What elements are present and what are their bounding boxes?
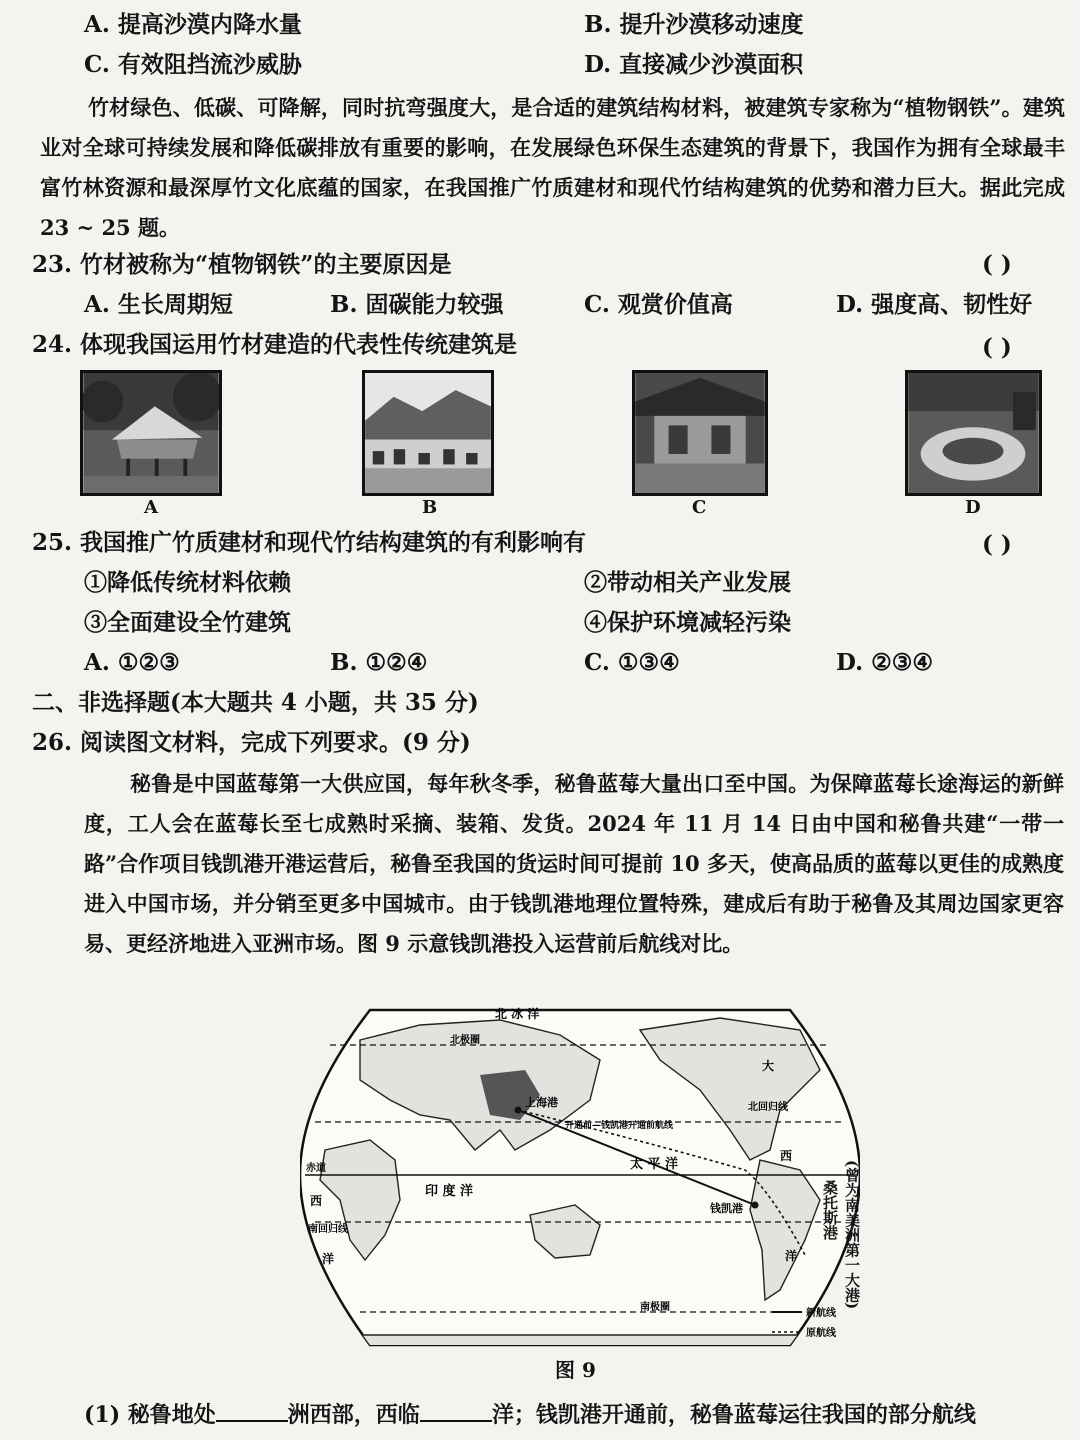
photo-label-a: A (144, 497, 158, 518)
label-atlantic-da: 大 (762, 1059, 775, 1073)
label-ocean-west: 洋 (322, 1252, 335, 1266)
q26-sub1-part-a: (1) 秘鲁地处 (84, 1402, 216, 1428)
q23-option-a: A. 生长周期短 (84, 291, 233, 318)
q25-bracket: ( ) (982, 531, 1012, 558)
q25-option-d: D. ②③④ (836, 649, 933, 676)
label-qiankai-port: 钱凯港 (710, 1202, 743, 1215)
label-atlantic-xi: 西 (780, 1149, 793, 1163)
label-arctic-circle: 北极圈 (450, 1035, 480, 1046)
photo-c-courtyard (632, 370, 768, 496)
label-equator: 赤道 (306, 1163, 326, 1174)
photo-a-stilt-house (80, 370, 222, 496)
q25-option-c: C. ①③④ (584, 649, 680, 676)
q22-option-b: B. 提升沙漠移动速度 (584, 11, 804, 38)
q25-item-4: ④保护环境减轻污染 (584, 609, 791, 636)
q23-bracket: ( ) (982, 251, 1012, 278)
label-indian-ocean: 印 度 洋 (425, 1184, 474, 1199)
q25-option-a: A. ①②③ (84, 649, 180, 676)
photo-b-cave-dwellings (362, 370, 494, 496)
q26-sub1 (84, 1400, 976, 1430)
q23-option-b: B. 固碳能力较强 (330, 291, 504, 318)
blank-continent[interactable] (216, 1400, 288, 1422)
q22-option-c: C. 有效阻挡流沙威胁 (84, 51, 302, 78)
photo-label-c: C (692, 497, 707, 518)
label-tropic-south: 南回归线 (308, 1224, 348, 1235)
passage-bamboo: 竹材绿色、低碳、可降解，同时抗弯强度大，是合适的建筑结构材料，被建筑专家称为“植物钢铁”。建筑业对全球可持续发展和降低碳排放有重要的影响，在发展绿色环保生态建筑的背景下，我国作为拥有全球最丰富竹林资源和最深厚竹文化底蕴的国家，在我国推广竹质建材和现代竹结构建筑的优势和潜力巨大。据此完成 23 ~ 25 题。 (40, 95, 1065, 240)
q25-item-1: ①降低传统材料依赖 (84, 569, 291, 596)
q25-stem: 25. 我国推广竹质建材和现代竹结构建筑的有利影响有 (32, 529, 587, 556)
label-arctic-ocean: 北 冰 洋 (495, 1007, 540, 1021)
q24-bracket: ( ) (982, 334, 1012, 361)
q25-option-b: B. ①②④ (330, 649, 428, 676)
q23-option-c: C. 观赏价值高 (584, 291, 733, 318)
q26-stem: 26. 阅读图文材料，完成下列要求。(9 分) (32, 729, 471, 756)
label-pacific-ocean: 太 平 洋 (630, 1157, 679, 1172)
label-shanghai-port: 上海港 (525, 1096, 558, 1109)
world-map-figure-9 (300, 1000, 860, 1355)
figure-caption: 图 9 (555, 1358, 596, 1382)
q23-option-d: D. 强度高、韧性好 (836, 291, 1033, 318)
label-santos-note: (曾为南美洲第一大港) (843, 1160, 861, 1310)
q26-sub1-part-b: 洲西部，西临 (287, 1402, 420, 1428)
label-antarctic-circle: 南极圈 (640, 1302, 670, 1313)
label-route-note: 开通前—钱凯港开通前航线 (565, 1121, 674, 1131)
photo-label-d: D (965, 497, 981, 518)
label-santos-port: 桑托斯港 (821, 1180, 839, 1240)
q25-item-3: ③全面建设全竹建筑 (84, 609, 291, 636)
qiankai-port-marker (752, 1202, 759, 1209)
legend-old-label: 原航线 (806, 1328, 836, 1339)
q22-option-a: A. 提高沙漠内降水量 (84, 11, 302, 38)
q24-stem: 24. 体现我国运用竹材建造的代表性传统建筑是 (32, 331, 518, 358)
q22-option-d: D. 直接减少沙漠面积 (584, 51, 804, 78)
label-atlantic-yang: 洋 (785, 1249, 798, 1263)
q23-stem: 23. 竹材被称为“植物钢铁”的主要原因是 (32, 251, 452, 278)
label-west: 西 (310, 1194, 323, 1208)
antarctica-landmass (300, 1335, 860, 1355)
legend-new-label: 新航线 (806, 1308, 836, 1319)
shanghai-port-marker (515, 1107, 522, 1114)
label-tropic-north: 北回归线 (748, 1102, 788, 1113)
q26-sub1-part-c: 洋；钱凯港开通前，秘鲁蓝莓运往我国的部分航线 (491, 1402, 976, 1428)
blank-ocean[interactable] (420, 1400, 492, 1422)
passage-blueberry: 秘鲁是中国蓝莓第一大供应国，每年秋冬季，秘鲁蓝莓大量出口至中国。为保障蓝莓长途海运的新鲜度，工人会在蓝莓长至七成熟时采摘、装箱、发货。2024 年 11 月 14 日由中国和秘鲁共建“一带一路”合作项目钱凯港开港运营后，秘鲁至我国的货运时间可提前 10 多天，使高品质的蓝莓以更佳的成熟度进入中国市场，并分销至更多中国城市。由于钱凯港地理位置特殊，建成后有助于秘鲁及其周边国家更容易、更经济地进入亚洲市场。图 9 示意钱凯港投入运营前后航线对比。 (84, 771, 1064, 956)
photo-d-tulou (905, 370, 1042, 496)
section-2-heading: 二、非选择题(本大题共 4 小题，共 35 分) (32, 689, 479, 716)
q25-item-2: ②带动相关产业发展 (584, 569, 791, 596)
photo-label-b: B (422, 497, 438, 518)
